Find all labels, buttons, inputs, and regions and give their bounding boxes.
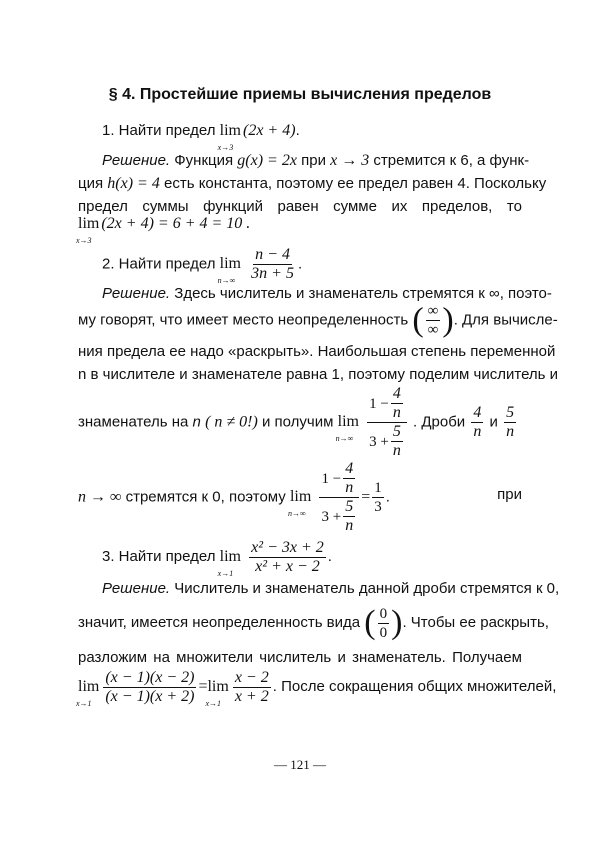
solution-1-line-3: предел суммы функций равен сумме их пределов, то [78, 198, 522, 215]
problem-3-statement: 3. Найти предел lim x→1 $\frac{\text{x² − 3x + 2}}{\text{x² + x − 2}}$ . [102, 538, 332, 578]
solution-2-line-3: ния предела ее надо «раскрыть». Наибольшая степень переменной [78, 343, 556, 360]
solution-3-line-4: lim x→1 $\frac{(x - 1)(x - 2)}{(x - 1)(x + 2)}$ =lim x→1 $\frac{x - 2}{x + 2}$ . После сокращения общих множителей, [76, 668, 557, 708]
problem-2-statement: 2. Найти предел lim n→∞ $\frac{n - 4}{3n + 5}$ . [102, 246, 303, 286]
solution-3-line-1: Решение. Числитель и знаменатель данной дроби стремятся к 0, [102, 580, 560, 597]
solution-2-line-4: n в числителе и знаменателе равна 1, поэтому поделим числитель и [78, 366, 559, 383]
solution-1-line-1: Решение. Функция g(x) = 2x при x → 3 стремится к 6, а функ- [102, 152, 530, 169]
solution-1-line-2: ция h(x) = 4 есть константа, поэтому ее предел равен 4. Поскольку [78, 175, 547, 192]
solution-1-line-4: lim x→3 (2x + 4) = 6 + 4 = 10 . [76, 215, 251, 245]
page-number: — 121 — [274, 757, 326, 772]
problem-1-statement: 1. Найти предел lim x→3 (2x + 4). [102, 122, 300, 152]
solution-3-line-2: значит, имеется неопределенность вида ( $\frac{0}{0}$ ). Чтобы ее раскрыть, [78, 604, 549, 642]
solution-2-line-2: му говорят, что имеет место неопределенность ( $\frac{\infty}{\infty}$ ). Для вычисле- [78, 301, 558, 339]
solution-2-line-5: знаменатель на n ( n ≠ 0!) и получим lim n→∞ 1 − $\frac{4}{n}$ 3 + $\frac{5}{n}$ . Дроби $\frac{4}{n}$ и $\frac{5}{n}$ при [78, 385, 522, 503]
limit-operator: lim x→3 [217, 122, 241, 152]
solution-2-line-1: Решение. Здесь числитель и знаменатель стремятся к ∞, поэто- [102, 285, 552, 302]
solution-2-line-6: n → ∞ стремятся к 0, поэтому lim n→∞ 1 − $\frac{4}{n}$ 3 + $\frac{5}{n}$ = $\frac{1}{3}$ . [78, 460, 390, 534]
section-title: § 4. Простейшие приемы вычисления пределов [108, 86, 492, 103]
solution-3-line-3: разложим на множители числитель и знаменатель. Получаем [78, 649, 522, 666]
